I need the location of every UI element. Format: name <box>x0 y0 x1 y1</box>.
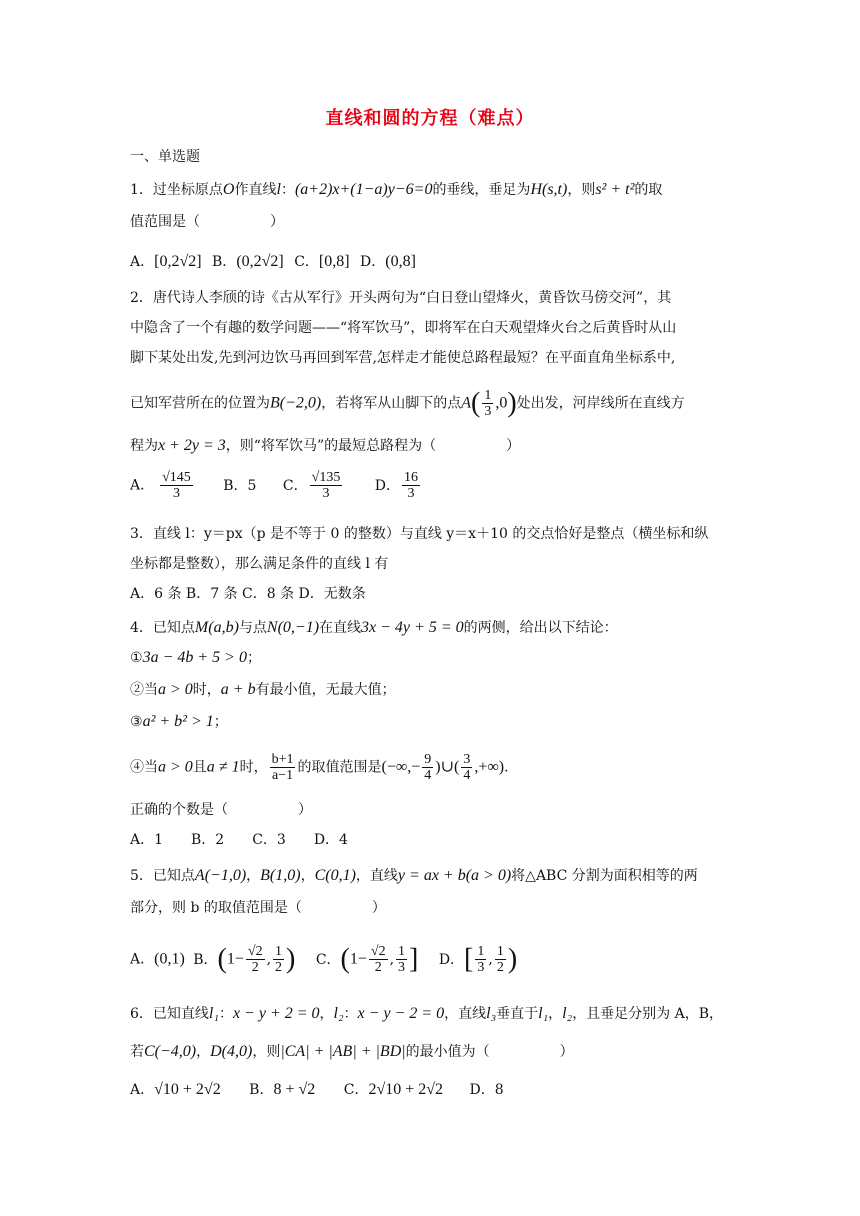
q2-options: A． $\frac{√145}{3}$ B．5 C． $\frac{√135}{3}$ D． $\frac{16}{3}$ <box>130 470 419 501</box>
q2-line5: 程为x + 2y = 3，则“将军饮马”的最短总路程为（ ） <box>130 437 521 454</box>
q2-line2: 中隐含了一个有趣的数学问题——“将军饮马”，即将军在白天观望烽火台之后黄昏时从山 <box>130 320 677 336</box>
q5-line2: 部分，则 b 的取值范围是（ ） <box>130 900 386 916</box>
q5-options: A．(0,1) B．(1− $\frac{√2}{2}$ , $\frac{1}{2}$ ) C．(1− $\frac{√2}{2}$ , $\frac{1}{3}$ ] D．[ $\frac{1}{3}$ , $\frac{1}{2}$ ) <box>130 943 518 975</box>
q3-options: A．6 条 B．7 条 C．8 条 D．无数条 <box>130 586 366 602</box>
q6-options: A．√10 + 2√2 B．8 + √2 C．2√10 + 2√2 D．8 <box>130 1081 504 1098</box>
q4-question: 正确的个数是（ ） <box>130 802 312 818</box>
q4-conclusion-1: ①3a − 4b + 5 > 0； <box>130 649 261 666</box>
q2-line3: 脚下某处出发,先到河边饮马再回到军营,怎样走才能使总路程最短？在平面直角坐标系中, <box>130 350 676 366</box>
q1-line2: 值范围是（ ） <box>130 214 284 230</box>
q3-line2: 坐标都是整数），那么满足条件的直线 l 有 <box>130 556 389 572</box>
q4-line1: 4．已知点M(a,b)与点N(0,−1)在直线3x − 4y + 5 = 0的两侧，给出以下结论： <box>130 619 618 636</box>
q1-line1: 1．过坐标原点O作直线l：(a+2)x+(1−a)y−6=0的垂线，垂足为H(s,t)，则s² + t²的取 <box>130 181 663 198</box>
q1-origin: O <box>222 181 235 198</box>
q3-line1: 3．直线 l：y＝px（p 是不等于 0 的整数）与直线 y＝x＋10 的交点恰好是整点（横坐标和纵 <box>130 526 709 542</box>
q1-equation: (a+2)x+(1−a)y−6=0 <box>294 181 433 198</box>
q6-line1: 6．已知直线l₁：x − y + 2 = 0，l₂：x − y − 2 = 0，直线l₃垂直于l₁，l₂，且垂足分别为 A，B， <box>130 1005 724 1022</box>
q2-line4: 已知军营所在的位置为B(−2,0)，若将军从山脚下的点A( $\frac{1}{3}$ ,0)处出发，河岸线所在直线方 <box>130 387 685 419</box>
q5-line1: 5．已知点A(−1,0)，B(1,0)，C(0,1)，直线y = ax + b(a > 0)将△ABC 分割为面积相等的两 <box>130 867 698 884</box>
q4-conclusion-4: ④当a > 0且a ≠ 1时， $\frac{b+1}{a-1}$ 的取值范围是(−∞,− $\frac{9}{4}$ )∪( $\frac{3}{4}$ ,+∞). <box>130 752 509 783</box>
q4-conclusion-2: ②当a > 0时，a + b有最小值，无最大值； <box>130 681 396 698</box>
q2-line1: 2．唐代诗人李颀的诗《古从军行》开头两句为“白日登山望烽火，黄昏饮马傍交河”，其 <box>130 290 672 306</box>
q1-foot-point: H(s,t) <box>530 181 568 198</box>
section-heading: 一、单选题 <box>130 149 200 165</box>
page-title: 直线和圆的方程（难点） <box>325 108 535 129</box>
q4-conclusion-3: ③a² + b² > 1； <box>130 713 228 730</box>
q4-options: A．1 B．2 C．3 D．4 <box>130 832 348 848</box>
q6-line2: 若C(−4,0)，D(4,0)，则|CA| + |AB| + |BD|的最小值为（ ） <box>130 1043 574 1060</box>
q1-options: A．[0,2√2] B．(0,2√2] C．[0,8] D．(0,8] <box>130 253 416 270</box>
